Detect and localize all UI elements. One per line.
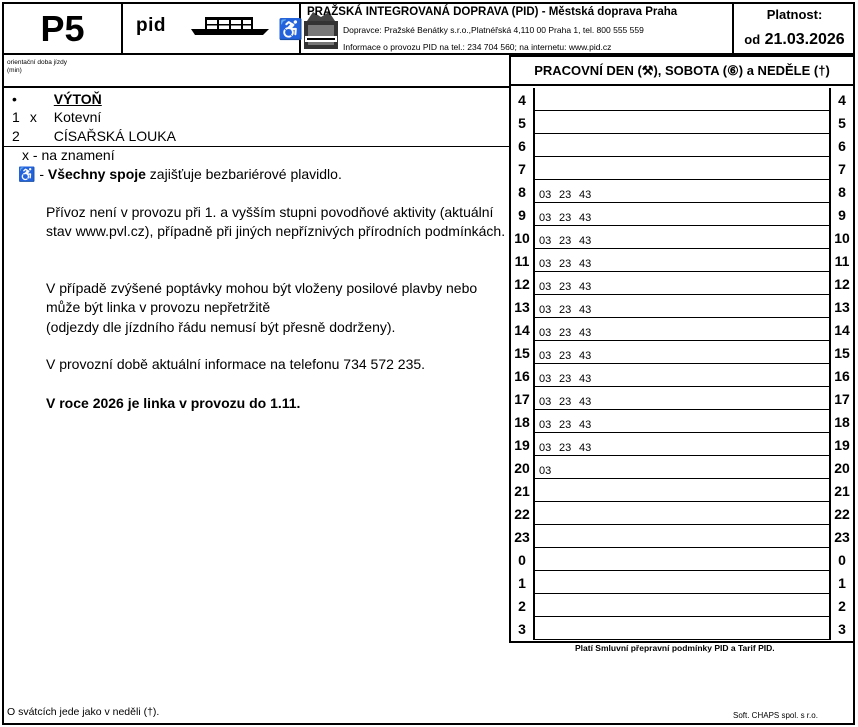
hour-right: 12 — [829, 272, 853, 295]
hour-left: 1 — [511, 571, 535, 594]
stop-row — [12, 91, 102, 107]
departure-minute: 23 — [559, 442, 572, 454]
departure-table — [509, 55, 855, 643]
departure-minute: 23 — [559, 396, 572, 408]
wheelchair-icon: ♿ — [278, 19, 303, 41]
hour-left: 2 — [511, 594, 535, 617]
table-row — [511, 456, 853, 479]
hour-right: 18 — [829, 410, 853, 433]
table-row — [511, 318, 853, 341]
minutes-cell — [535, 226, 829, 249]
info-cell — [301, 4, 734, 53]
validity-cell — [734, 4, 855, 53]
minutes-cell — [535, 594, 829, 617]
hour-right: 5 — [829, 111, 853, 134]
table-row — [511, 571, 853, 594]
table-row — [511, 341, 853, 364]
table-row — [511, 502, 853, 525]
minutes-cell — [535, 364, 829, 387]
hour-left: 7 — [511, 157, 535, 180]
table-row — [511, 479, 853, 502]
minutes-cell — [535, 111, 829, 134]
hour-right: 20 — [829, 456, 853, 479]
hour-left: 16 — [511, 364, 535, 387]
hour-left: 6 — [511, 134, 535, 157]
validity-date — [734, 31, 855, 49]
stop-row — [12, 109, 101, 125]
validity-label: Platnost: — [766, 7, 823, 22]
stop-seq: 1 — [12, 109, 20, 125]
table-row — [511, 364, 853, 387]
minutes-cell — [535, 433, 829, 456]
minutes-cell — [535, 525, 829, 548]
legend-bold: Všechny spoje — [47, 166, 146, 182]
departure-minute: 23 — [559, 327, 572, 339]
hour-left: 0 — [511, 548, 535, 571]
minutes-cell — [535, 157, 829, 180]
table-row — [511, 410, 853, 433]
departure-minute: 03 — [539, 465, 552, 477]
minutes-cell — [535, 180, 829, 203]
hour-left: 21 — [511, 479, 535, 502]
org-title: PRAŽSKÁ INTEGROVANÁ DOPRAVA (PID) - Městská doprava Praha — [307, 6, 678, 18]
table-row — [511, 594, 853, 617]
hour-left: 23 — [511, 525, 535, 548]
legend-accessible — [18, 166, 342, 183]
departure-minute: 23 — [559, 258, 572, 270]
stop-name: CÍSAŘSKÁ LOUKA — [53, 128, 176, 144]
minutes-cell — [535, 203, 829, 226]
hour-right: 10 — [829, 226, 853, 249]
hour-right: 2 — [829, 594, 853, 617]
divider — [4, 86, 509, 88]
validity-date-value: 21.03.2026 — [764, 31, 845, 48]
hour-right: 4 — [829, 88, 853, 111]
table-row — [511, 295, 853, 318]
hour-left: 4 — [511, 88, 535, 111]
stop-name: VÝTOŇ — [53, 91, 102, 107]
legend-request-stop — [22, 147, 115, 163]
departure-minute: 03 — [539, 212, 552, 224]
departure-minute: 43 — [579, 304, 592, 316]
hour-right: 8 — [829, 180, 853, 203]
departure-minute: 43 — [579, 442, 592, 454]
departure-minute: 43 — [579, 396, 592, 408]
hour-left: 14 — [511, 318, 535, 341]
departure-minute: 43 — [579, 373, 592, 385]
departure-minute: 03 — [539, 258, 552, 270]
table-row — [511, 548, 853, 571]
validity-prefix: od — [744, 32, 761, 47]
departure-minute: 23 — [559, 235, 572, 247]
hour-right: 0 — [829, 548, 853, 571]
departure-minute: 03 — [539, 442, 552, 454]
route-panel — [2, 55, 509, 725]
table-row — [511, 387, 853, 410]
table-row — [511, 203, 853, 226]
table-rows — [511, 88, 853, 640]
departure-minute: 03 — [539, 235, 552, 247]
hour-left: 13 — [511, 295, 535, 318]
table-row — [511, 249, 853, 272]
departure-minute: 23 — [559, 212, 572, 224]
hour-right: 16 — [829, 364, 853, 387]
frame-edge — [853, 643, 855, 725]
departure-minute: 43 — [579, 419, 592, 431]
hour-right: 9 — [829, 203, 853, 226]
hour-left: 15 — [511, 341, 535, 364]
minutes-cell — [535, 502, 829, 525]
note-season: V roce 2026 je linka v provozu do 1.11. — [46, 395, 301, 411]
minutes-cell — [535, 387, 829, 410]
departure-minute: 23 — [559, 281, 572, 293]
note-extra-trips: V případě zvýšené poptávky mohou být vloženy posilové plavby nebo může být linka v provozu nepřetržitě — [46, 280, 478, 315]
hour-right: 13 — [829, 295, 853, 318]
stop-seq: • — [12, 91, 17, 107]
hour-right: 19 — [829, 433, 853, 456]
hour-left: 5 — [511, 111, 535, 134]
hour-left: 17 — [511, 387, 535, 410]
departure-minute: 43 — [579, 258, 592, 270]
minutes-cell — [535, 617, 829, 640]
hour-left: 8 — [511, 180, 535, 203]
stop-row — [12, 128, 176, 144]
frame-edge — [2, 723, 855, 725]
hour-right: 14 — [829, 318, 853, 341]
minutes-cell — [535, 548, 829, 571]
minutes-cell — [535, 88, 829, 111]
table-heading: PRACOVNÍ DEN (⚒), SOBOTA (⑥) a NEDĚLE (†) — [511, 57, 853, 86]
departure-minute: 03 — [539, 281, 552, 293]
hour-right: 7 — [829, 157, 853, 180]
minutes-cell — [535, 571, 829, 594]
table-row — [511, 88, 853, 111]
table-row — [511, 525, 853, 548]
minutes-cell — [535, 456, 829, 479]
departure-minute: 03 — [539, 419, 552, 431]
departure-minute: 03 — [539, 373, 552, 385]
minutes-cell — [535, 341, 829, 364]
minutes-cell — [535, 295, 829, 318]
hour-left: 18 — [511, 410, 535, 433]
stop-seq: 2 — [12, 128, 20, 144]
wheelchair-icon: ♿ - — [18, 166, 44, 182]
legend-text: zajišťuje bezbariérové plavidlo. — [145, 166, 342, 182]
departure-minute: 43 — [579, 281, 592, 293]
table-row — [511, 226, 853, 249]
departure-minute: 03 — [539, 304, 552, 316]
hour-left: 20 — [511, 456, 535, 479]
hour-right: 1 — [829, 571, 853, 594]
departure-minute: 43 — [579, 189, 592, 201]
departure-minute: 03 — [539, 327, 552, 339]
departure-minute: 23 — [559, 304, 572, 316]
note-phone: V provozní době aktuální informace na telefonu 734 572 235. — [46, 356, 426, 372]
stop-name: Kotevní — [53, 109, 102, 125]
table-row — [511, 111, 853, 134]
minutes-cell — [535, 318, 829, 341]
timetable-header — [2, 2, 855, 55]
note-flood: Přívoz není v provozu při 1. a vyšším stupni povodňové aktivity (aktuální stav www.pvl.cz), případně při jiných nepříznivých přírodních podmínkách. — [46, 204, 506, 239]
departure-minute: 23 — [559, 419, 572, 431]
departure-minute: 23 — [559, 373, 572, 385]
contact-info: Informace o provozu PID na tel.: 234 704 560; na internetu: www.pid.cz — [343, 42, 612, 52]
minutes-cell — [535, 410, 829, 433]
departure-minute: 23 — [559, 189, 572, 201]
hour-left: 12 — [511, 272, 535, 295]
table-row — [511, 134, 853, 157]
departure-minute: 43 — [579, 235, 592, 247]
hour-left: 19 — [511, 433, 535, 456]
holiday-note: O svátcích jede jako v neděli (†). — [7, 706, 160, 718]
note-timing: (odjezdy dle jízdního řádu nemusí být přesně dodrženy). — [46, 319, 396, 335]
hour-left: 10 — [511, 226, 535, 249]
hour-right: 17 — [829, 387, 853, 410]
table-row — [511, 272, 853, 295]
stop-mark: x — [29, 109, 37, 125]
hour-right: 21 — [829, 479, 853, 502]
minutes-cell — [535, 134, 829, 157]
line-number: P5 — [4, 4, 123, 53]
pid-logo: pid — [136, 15, 166, 36]
departure-minute: 23 — [559, 350, 572, 362]
departure-minute: 03 — [539, 350, 552, 362]
hour-left: 9 — [511, 203, 535, 226]
operator-info: Dopravce: Pražské Benátky s.r.o.,Platnéřská 4,110 00 Praha 1, tel. 800 555 559 — [343, 25, 644, 35]
hour-right: 23 — [829, 525, 853, 548]
table-row — [511, 617, 853, 640]
hour-right: 15 — [829, 341, 853, 364]
departure-minute: 03 — [539, 189, 552, 201]
minutes-cell — [535, 272, 829, 295]
departure-minute: 43 — [579, 350, 592, 362]
table-footer: Platí Smluvní přepravní podmínky PID a Tarif PID. — [575, 643, 775, 653]
legend-text: na znamení — [41, 147, 115, 163]
minutes-cell — [535, 479, 829, 502]
hour-right: 11 — [829, 249, 853, 272]
logo-cell — [123, 4, 301, 53]
hour-left: 22 — [511, 502, 535, 525]
software-credit: Soft. CHAPS spol. s r.o. — [733, 711, 818, 720]
legend-symbol: x - — [22, 147, 38, 163]
hour-right: 6 — [829, 134, 853, 157]
hour-right: 3 — [829, 617, 853, 640]
table-row — [511, 157, 853, 180]
departure-minute: 43 — [579, 327, 592, 339]
departure-minute: 03 — [539, 396, 552, 408]
table-row — [511, 433, 853, 456]
hour-left: 11 — [511, 249, 535, 272]
hour-right: 22 — [829, 502, 853, 525]
minutes-cell — [535, 249, 829, 272]
orientation-note: orientační doba jízdy (min) — [7, 59, 67, 74]
ship-icon — [191, 15, 269, 37]
departure-minute: 43 — [579, 212, 592, 224]
table-row — [511, 180, 853, 203]
hour-left: 3 — [511, 617, 535, 640]
